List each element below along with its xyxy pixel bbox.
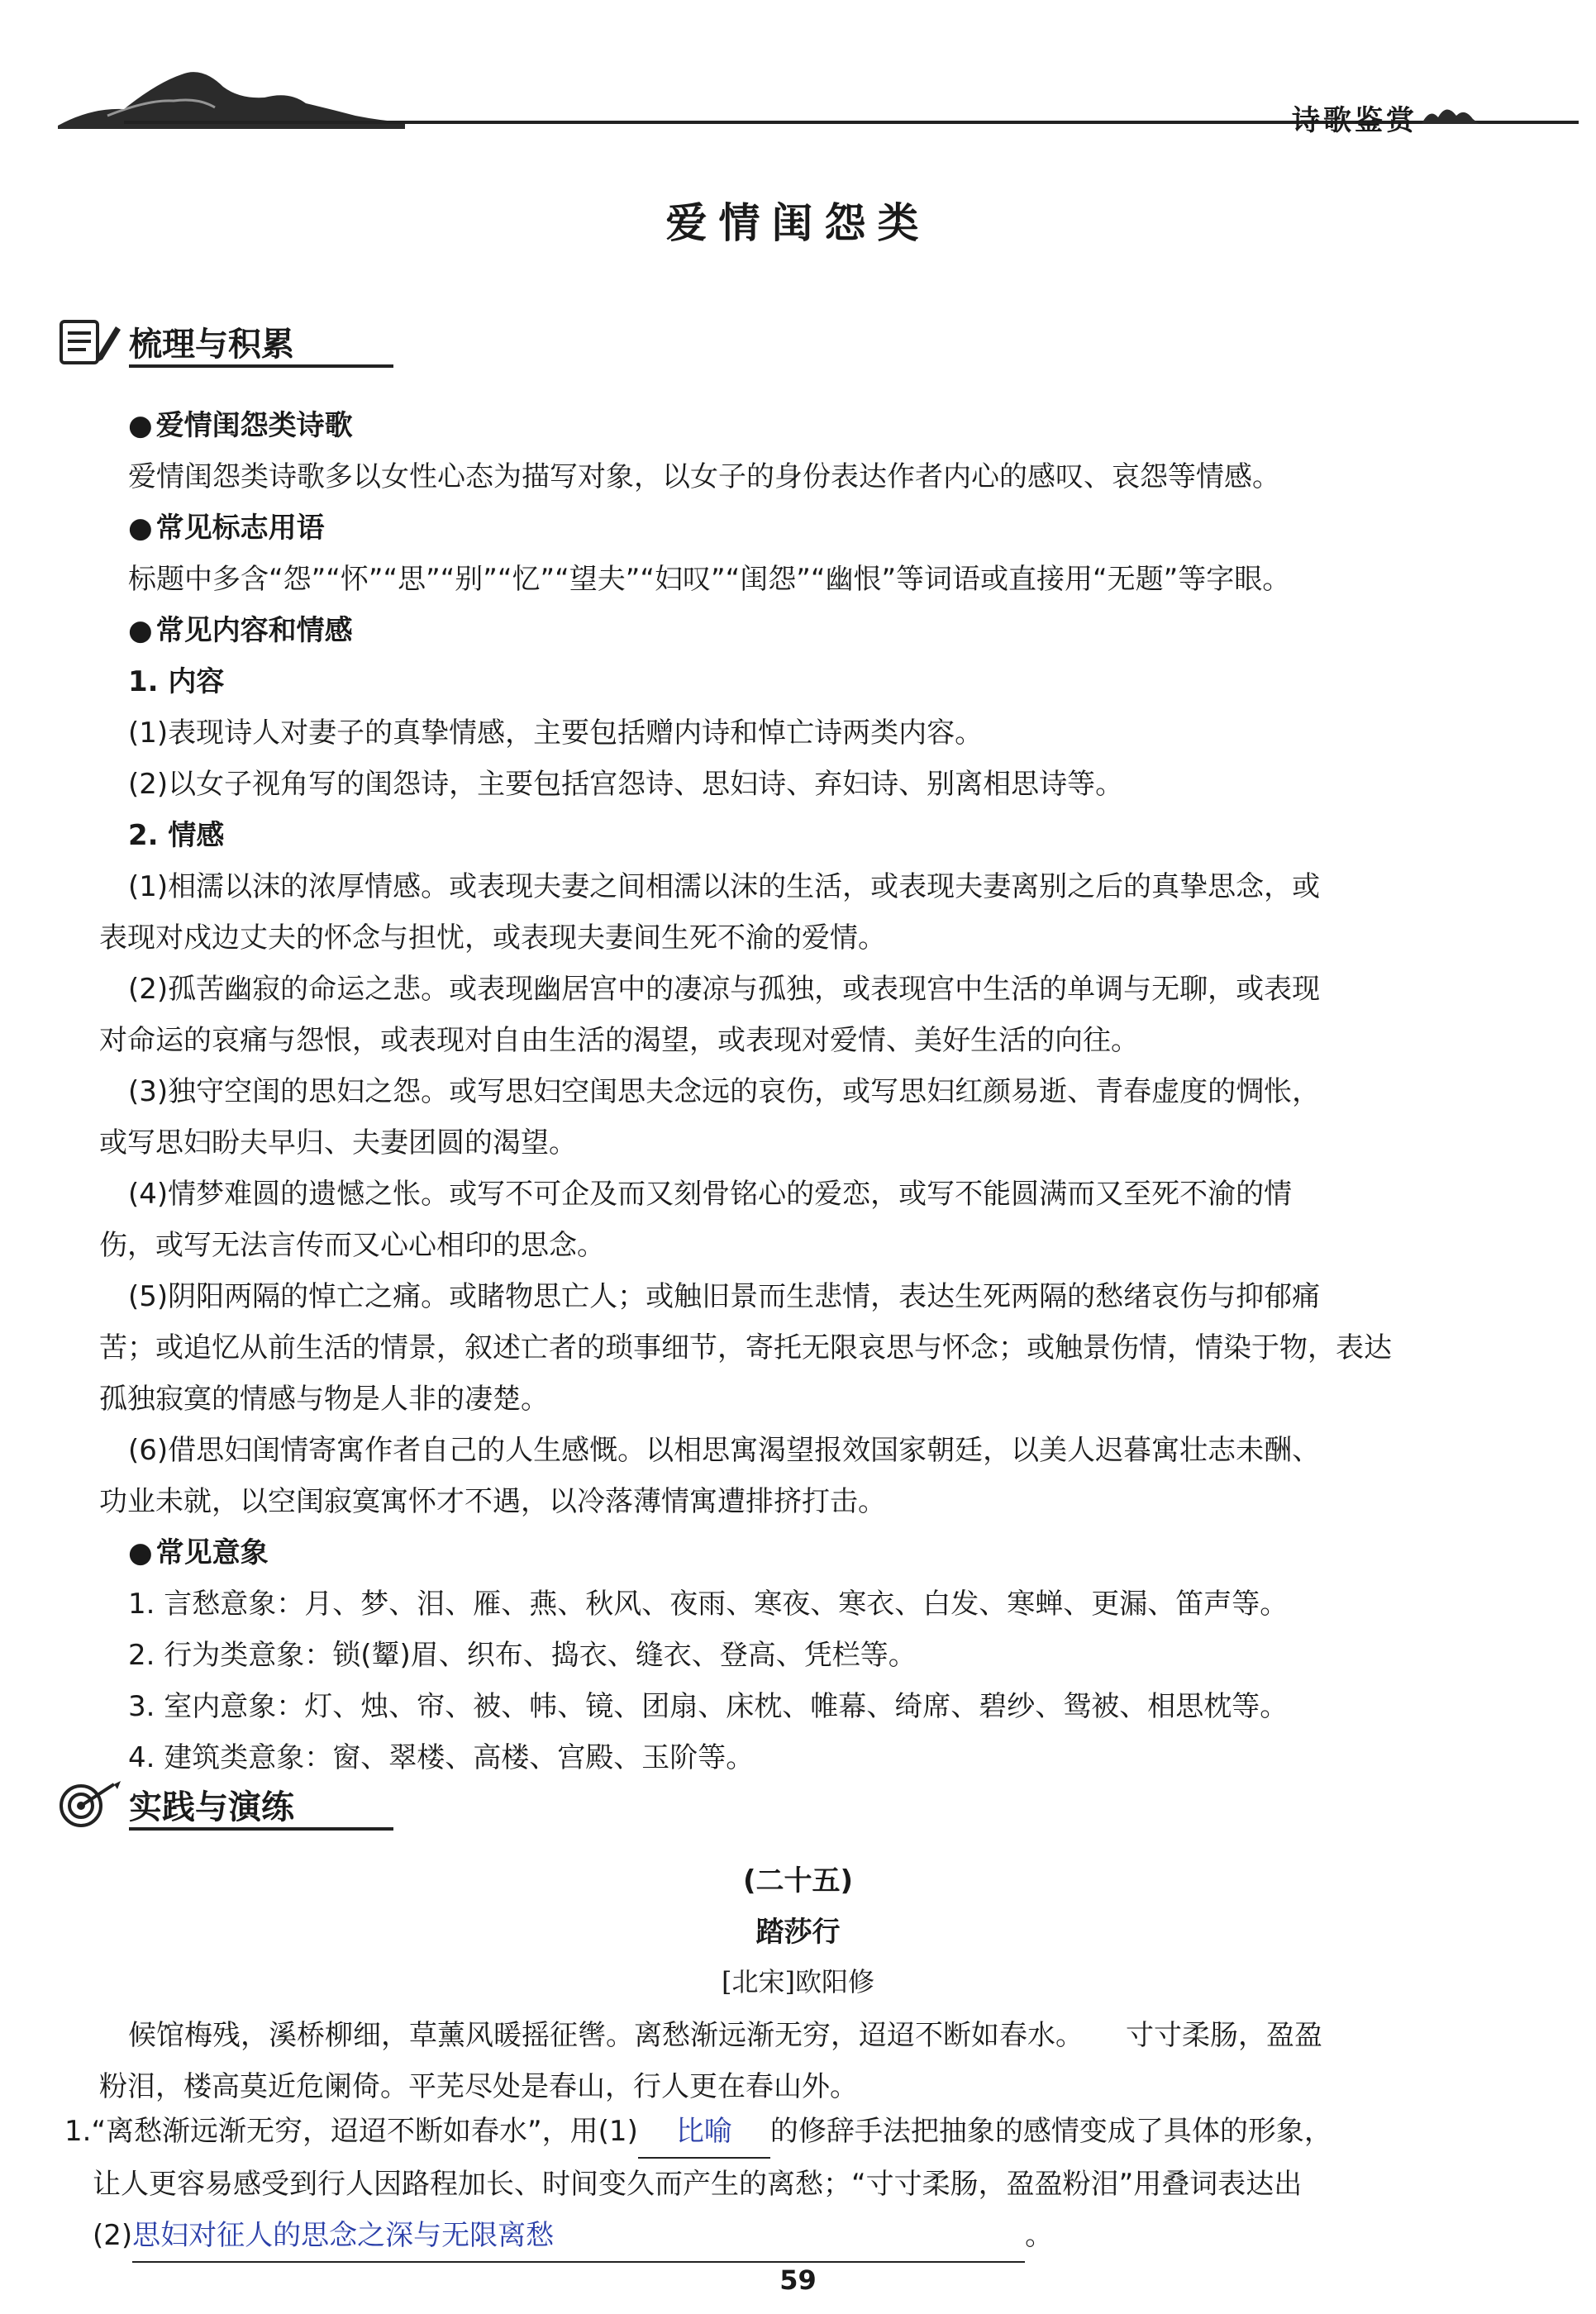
bullet-heading: ● 常见标志用语 <box>128 502 1517 554</box>
body-text: (6)借思妇闺情寄寓作者自己的人生感慨。以相思寓渴望报效国家朝廷，以美人迟暮寓壮志未酬、 <box>128 1434 1321 1467</box>
question-line: (2)思妇对征人的思念之深与无限离愁 。 <box>93 2210 1519 2263</box>
notebook-pen-icon <box>56 315 122 368</box>
page-number: 59 <box>779 2264 817 2296</box>
body-text: (4)情梦难圆的遗憾之怅。或写不可企及而又刻骨铭心的爱恋，或写不能圆满而又至死不渝的情 <box>128 1178 1293 1211</box>
target-arrow-icon <box>56 1778 122 1831</box>
body-text: 标题中多含“怨”“怀”“思”“别”“忆”“望夫”“妇叹”“闺怨”“幽恨”等词语或直接用“无题”等字眼。 <box>128 563 1291 596</box>
section-underline <box>129 364 393 368</box>
body-text: (3)独守空闺的思妇之怨。或写思妇空闺思夫念远的哀伤，或写思妇红颜易逝、青春虚度的惆怅， <box>128 1075 1321 1108</box>
page-title: 爱情闺怨类 <box>665 198 931 247</box>
mini-mountain-icon <box>1422 99 1479 132</box>
handwritten-answer: 思妇对征人的思念之深与无限离愁 <box>132 2219 555 2252</box>
body-text: 或写思妇盼夫早归、夫妻团圆的渴望。 <box>99 1126 577 1159</box>
body-text: (2)孤苦幽寂的命运之悲。或表现幽居宫中的凄凉与孤独，或表现宫中生活的单调与无聊，或表现 <box>128 973 1321 1006</box>
body-text: 1. 言愁意象：月、梦、泪、雁、燕、秋风、夜雨、寒夜、寒衣、白发、寒蝉、更漏、笛声等。 <box>128 1588 1289 1621</box>
subheading: 2. 情感 <box>128 819 225 852</box>
body-text: 苦；或追忆从前生活的情景，叙述亡者的琐事细节，寄托无限哀思与怀念；或触景伤情，情染于物，表达 <box>99 1331 1392 1364</box>
question-1 <box>64 2106 1519 2263</box>
poem-title: 踏莎行 <box>755 1916 841 1949</box>
mountain-icon <box>58 50 405 132</box>
poem-line: 候馆梅残，溪桥柳细，草薰风暖摇征辔。离愁渐远渐无穷，迢迢不断如春水。 寸寸柔肠，盈盈 <box>128 2019 1322 2052</box>
body-text: 4. 建筑类意象：窗、翠楼、高楼、宫殿、玉阶等。 <box>128 1741 755 1774</box>
bullet-heading: ● 常见意象 <box>128 1527 1517 1578</box>
body-text: (1)相濡以沫的浓厚情感。或表现夫妻之间相濡以沫的生活，或表现夫妻离别之后的真挚思念，或 <box>128 870 1321 903</box>
handwritten-answer: 比喻 <box>675 2115 732 2148</box>
answer-blank-1[interactable] <box>638 2106 770 2159</box>
question-line: 让人更容易感受到行人因路程加长、时间变久而产生的离愁；“寸寸柔肠，盈盈粉泪”用叠词表达出 <box>93 2168 1303 2201</box>
poem-number: (二十五) <box>742 1864 854 1897</box>
poem-line: 粉泪，楼高莫近危阑倚。平芜尽处是春山，行人更在春山外。 <box>99 2070 858 2103</box>
body-text: 伤，或写无法言传而又心心相印的思念。 <box>99 1229 605 1262</box>
answer-blank-2[interactable] <box>132 2210 1025 2263</box>
body-text: (5)阴阳两隔的悼亡之痛。或睹物思亡人；或触旧景而生悲情，表达生死两隔的愁绪哀伤与抑郁痛 <box>128 1280 1321 1313</box>
bullet-heading: ● 常见内容和情感 <box>128 605 1517 656</box>
header-label: 诗歌鉴赏 <box>1292 104 1417 137</box>
subheading: 1. 内容 <box>128 665 225 698</box>
question-line: 1.“离愁渐远渐无穷，迢迢不断如春水”，用(1) 比喻 的修辞手法把抽象的感情变成了具体的形象， <box>64 2106 1519 2159</box>
section-underline <box>129 1827 393 1831</box>
body-text: (2)以女子视角写的闺怨诗，主要包括宫怨诗、思妇诗、弃妇诗、别离相思诗等。 <box>128 768 1124 801</box>
body-text: 表现对戍边丈夫的怀念与担忧，或表现夫妻间生死不渝的爱情。 <box>99 921 886 955</box>
body-text: 爱情闺怨类诗歌多以女性心态为描写对象，以女子的身份表达作者内心的感叹、哀怨等情感。 <box>128 460 1280 493</box>
poem-author: [北宋]欧阳修 <box>722 1966 874 1997</box>
bullet-heading: ● 爱情闺怨类诗歌 <box>128 400 1517 451</box>
body-text: (1)表现诗人对妻子的真挚情感，主要包括赠内诗和悼亡诗两类内容。 <box>128 717 984 750</box>
section-heading-text: 实践与演练 <box>129 1788 294 1826</box>
body-text: 3. 室内意象：灯、烛、帘、被、帏、镜、团扇、床枕、帷幕、绮席、碧纱、鸳被、相思枕等。 <box>128 1690 1289 1723</box>
body-text: 对命运的哀痛与怨恨，或表现对自由生活的渴望，或表现对爱情、美好生活的向往。 <box>99 1024 1139 1057</box>
section-heading-text: 梳理与积累 <box>129 326 294 364</box>
body-text: 功业未就，以空闺寂寞寓怀才不遇，以冷落薄情寓遭排挤打击。 <box>99 1485 886 1518</box>
section1-body <box>99 400 1517 1783</box>
body-text: 2. 行为类意象：锁(颦)眉、织布、捣衣、缝衣、登高、凭栏等。 <box>128 1639 917 1672</box>
page-header <box>58 50 1529 149</box>
poem-body <box>99 2010 1517 2112</box>
body-text: 孤独寂寞的情感与物是人非的凄楚。 <box>99 1383 549 1416</box>
